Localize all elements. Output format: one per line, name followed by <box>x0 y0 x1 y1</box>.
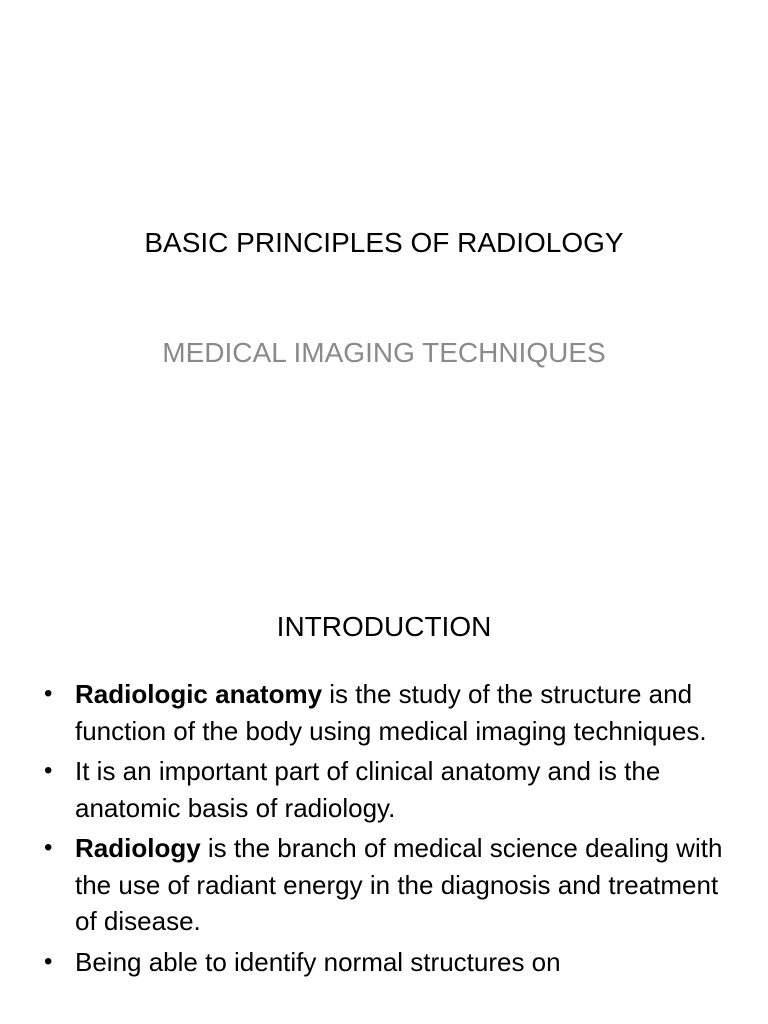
bullet-text: Being able to identify normal structures on <box>75 946 561 977</box>
bullet-text: It is an important part of clinical anatomy and is the anatomic basis of radiology. <box>75 756 661 823</box>
bullet-list <box>44 676 724 984</box>
bullet-text: is the branch of medical science dealing with the use of radiant energy in the diagnosis and treatment of disease. <box>75 833 723 936</box>
introduction-slide <box>0 576 768 1024</box>
bullet-dot-icon: • <box>44 680 53 707</box>
bullet-dot-icon: • <box>44 834 53 861</box>
introduction-title: INTRODUCTION <box>276 611 492 642</box>
bullet-term: Radiology <box>75 833 201 863</box>
bullet-item-radiology <box>44 830 724 940</box>
slide-subtitle: MEDICAL IMAGING TECHNIQUES <box>162 337 606 368</box>
bullet-dot-icon: • <box>44 947 53 975</box>
bullet-text: is the study of the structure and function of the body using medical imaging techniques. <box>75 679 707 746</box>
bullet-item-radiologic-anatomy <box>44 676 724 749</box>
bullet-term: Radiologic anatomy <box>75 679 323 709</box>
bullet-item-clinical-anatomy <box>44 753 724 826</box>
bullet-dot-icon: • <box>44 757 53 784</box>
bullet-item-normal-structures <box>44 944 724 981</box>
slide-title: BASIC PRINCIPLES OF RADIOLOGY <box>144 227 624 258</box>
